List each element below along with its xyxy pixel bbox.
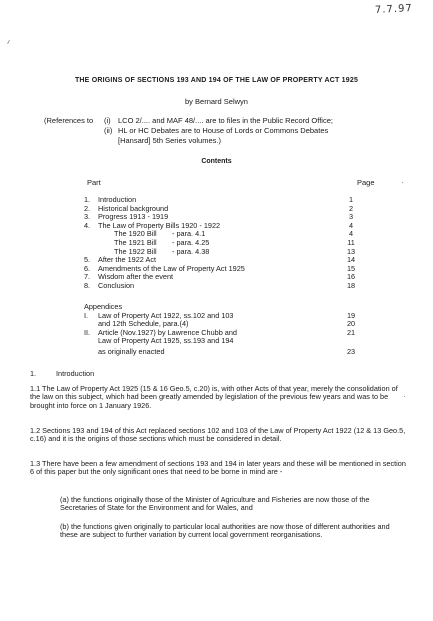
section-heading: 1. Introduction: [30, 369, 95, 378]
subparagraph-a: (a) the functions originally those of the Minister of Agriculture and Fisheries are now those of the Secretaries of State for the Environment and for Wales, and: [60, 495, 370, 513]
reference-continuation: [Hansard] 5th Series volumes.): [118, 136, 221, 145]
scan-speck: [404, 396, 405, 397]
appendices-label: Appendices: [84, 302, 123, 311]
page-column-label: Page: [357, 178, 375, 187]
toc-entry: 7. Wisdom after the event 16: [84, 272, 356, 282]
toc-entry: 4. The Law of Property Bills 1920 - 1922 4: [84, 220, 354, 230]
reference-row: [44, 116, 333, 126]
scan-speck: [7, 40, 10, 44]
toc-entry: 1. Introduction 1: [84, 195, 354, 204]
paragraph-1-2: 1.2 Sections 193 and 194 of this Act replaced sections 102 and 103 of the Law of Property Act 1922 (12 & 13 Geo.5, c.16) and it is the origins of those sections which must be considered in detail.: [30, 426, 406, 444]
document-author: by Bernard Selwyn: [185, 97, 248, 106]
appendix-line: Law of Property Act 1925, ss.193 and 194: [98, 336, 234, 346]
toc-entry: 6. Amendments of the Law of Property Act 1925 15: [84, 263, 356, 273]
reference-text: LCO 2/.... and MAF 48/.... are to files in the Public Record Office;: [118, 116, 333, 125]
document-title: THE ORIGINS OF SECTIONS 193 AND 194 OF THE LAW OF PROPERTY ACT 1925: [74, 77, 359, 84]
reference-row: [44, 136, 333, 146]
scan-speck: [402, 182, 403, 183]
references-intro: (References to: [44, 116, 94, 125]
reference-marker: (ii): [104, 126, 113, 135]
toc-entry: 5. After the 1922 Act 14: [84, 255, 356, 265]
contents-heading: Contents: [201, 158, 232, 165]
toc-sub-entry: The 1920 Bill - para. 4.1 4: [114, 229, 354, 239]
paragraph-1-3: 1.3 There have been a few amendment of sections 193 and 194 in later years and these will be mentioned in section 6 of this paper but the only significant ones that need to be borne in mind are -: [30, 459, 406, 477]
toc-entry: 2. Historical background 2: [84, 203, 354, 213]
part-column-label: Part: [87, 178, 101, 187]
toc-entry: 8. Conclusion 18: [84, 280, 356, 290]
paragraph-1-1: 1.1 The Law of Property Act 1925 (15 & 16 Geo.5, c.20) is, with other Acts of that year, merely the consolidation of the law on this subject, which had been greatly amended by legislation of the previous few years and was to be brought into force on 1 January 1926.: [30, 384, 398, 410]
date-stamp: 7.7.97: [374, 3, 414, 16]
appendices-list: [84, 303, 360, 357]
toc-sub-entry: The 1922 Bill - para. 4.38 13: [114, 246, 356, 256]
appendix-entry: I. Law of Property Act 1922, ss.102 and 103 19: [84, 310, 356, 320]
toc-entry: 3. Progress 1913 - 1919 3: [84, 212, 354, 222]
appendix-line: as originally enacted 23: [98, 346, 356, 356]
reference-text: HL or HC Debates are to House of Lords or Commons Debates: [118, 126, 329, 135]
references-note: [44, 116, 333, 146]
subparagraph-b: (b) the functions given originally to particular local authorities are now those of different authorities and these are subject to further variation by current local government reorganisations.: [60, 522, 390, 540]
appendix-line: and 12th Schedule, para.(4) 20: [98, 319, 356, 329]
reference-row: [44, 126, 333, 136]
table-of-contents: [84, 196, 360, 291]
appendix-entry: II. Article (Nov.1927) by Lawrence Chubb and 21: [84, 327, 356, 337]
reference-marker: (i): [104, 116, 111, 125]
toc-sub-entry: The 1921 Bill - para. 4.25 11: [114, 237, 355, 247]
